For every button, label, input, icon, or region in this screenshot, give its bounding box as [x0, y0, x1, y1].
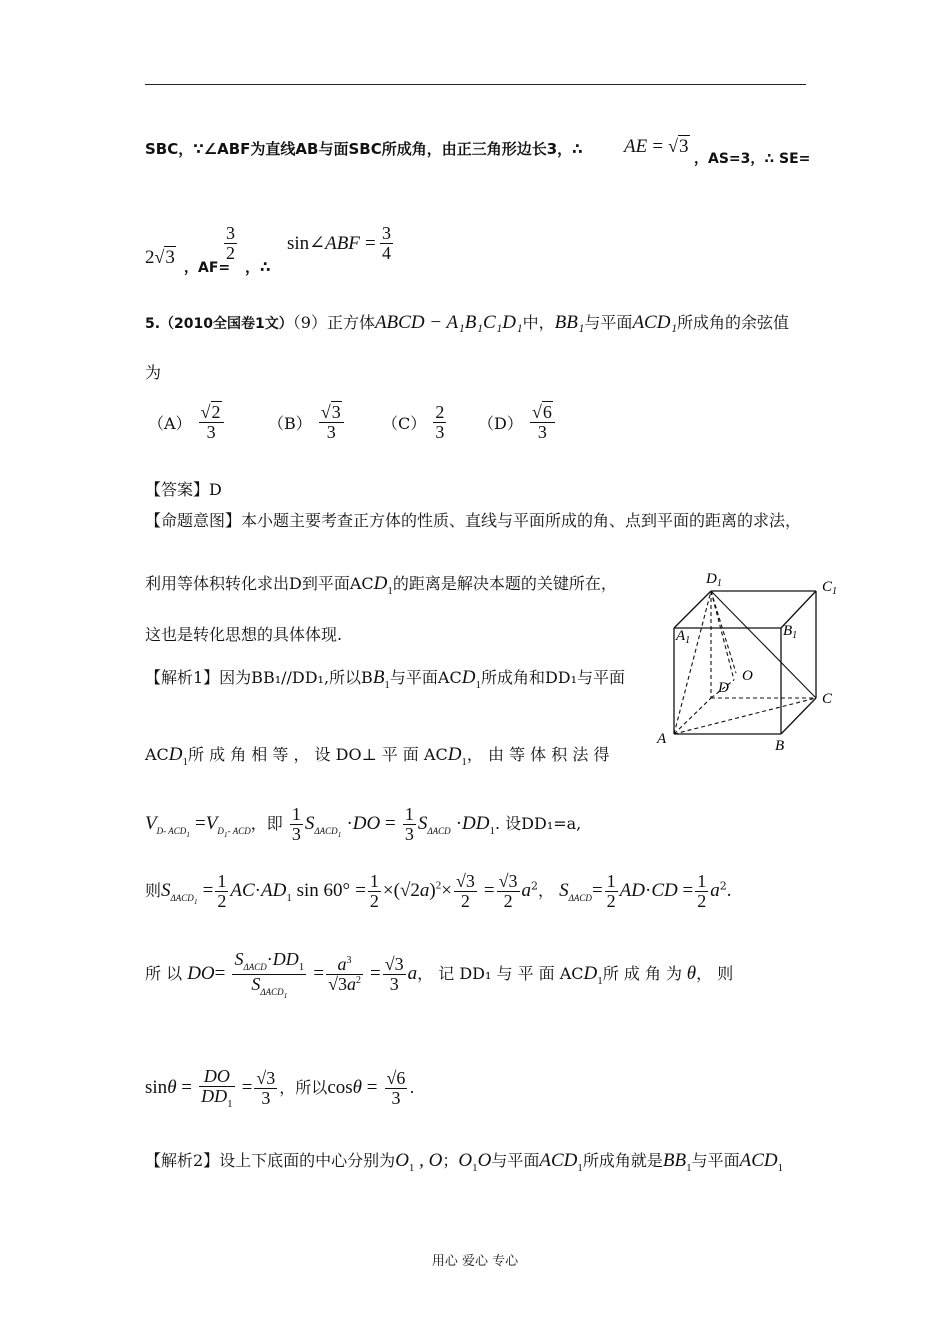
- option-a: （A） $\frac{√2}{3}$: [148, 403, 226, 442]
- header-rule: [145, 84, 806, 85]
- label-a: A: [657, 731, 667, 747]
- question-5-cont: 为: [145, 363, 162, 382]
- intent-line-1: 【命题意图】本小题主要考查正方体的性质、直线与平面所成的角、点到平面的距离的求法，: [145, 511, 802, 530]
- sol1-line-2: $ACD_1$所 成 角 相 等 ， 设 DO⊥ 平 面 $ACD_1$， 由 等 体 积 法 得: [145, 744, 610, 768]
- label-o: O: [742, 668, 753, 684]
- intent-line-3: 这也是转化思想的具体体现.: [145, 625, 343, 644]
- answer: 【答案】D: [145, 480, 222, 499]
- line1-text-a: SBC，∵∠ABF为直线AB与面SBC所成角，由正三角形边长3，∴: [145, 140, 583, 158]
- sol1-area-equation: 则$S_{\Delta ACD_1}$ = $\frac{1}{2}$ $AC\cdot AD_1$ sin 60° = $\frac{1}{2}$ $\times(√2a)^2\times$ $\frac{√3}{2}$ = $\frac{√3}{2}$ $a^2$， $S_{\Delta ACD}=$ $\frac{1}{2}$ AD·CD = $\frac{1}{2}$ $a^2$.: [145, 871, 732, 911]
- label-d1: $D_1$: [706, 571, 722, 589]
- sol1-sin-theta: sinθ = $\frac{DO}{DD_1}$ = $\frac{√3}{3}$ ，所以cosθ = $\frac{√6}{3}$ .: [145, 1066, 415, 1110]
- sol2-line-1: 【解析2】设上下底面的中心分别为$O_1$ , O；$O_1O$与平面$ACD_1$所成角就是$BB_1$与平面$ACD_1$: [145, 1150, 784, 1174]
- option-c: （C） $\frac{2}{3}$: [382, 402, 445, 442]
- option-b: （B） $\frac{√3}{3}$: [268, 403, 346, 442]
- label-c: C: [822, 691, 833, 707]
- question-5: 5.（2010全国卷1文）（9）正方体ABCD − A₁B₁C₁D₁中，BB₁与平面ACD₁所成角的余弦值: [145, 312, 790, 333]
- label-d: D: [718, 680, 729, 696]
- label-b: B: [775, 738, 785, 754]
- text-line-1: [145, 138, 583, 159]
- sol1-volume-equation: $V_{D- ACD_1} =V_{D_1- ACD}$，即 $\frac{1}{3}$ $S_{\Delta ACD_1} \cdot DO$ = $\frac{1}{3}$ $S_{\Delta ACD} \cdot DD_1$. 设DD₁=a,: [145, 804, 582, 844]
- math-2sqrt3: 2√3: [145, 247, 175, 268]
- cube-figure: [650, 565, 840, 755]
- footer: 用心 爱心 专心: [431, 1254, 519, 1269]
- frac-af: $\frac{3}{2}$: [226, 223, 235, 263]
- label-b1: $B_1$: [783, 623, 798, 641]
- intent-line-2: 利用等体积转化求出D到平面$ACD_1$的距离是解决本题的关键所在，: [145, 573, 617, 597]
- sol1-do-equation: 所 以 DO= $\frac{S_{\Delta ACD}\cdot DD_1}{S_{\Delta ACD_1}}$ = $\frac{a^3}{√3a^2}$ = $\frac{√3}{3}$ a， 记 DD₁ 与 平 面 $ACD_1$所 成 角 为 θ， 则: [145, 949, 734, 1000]
- text-therefore: ，∴: [245, 258, 271, 276]
- math-ae-sqrt3: AE = √3: [624, 136, 689, 157]
- math-sin-abf: sin∠ABF =: [287, 233, 376, 254]
- label-c1: $C_1$: [822, 579, 838, 597]
- label-a1: $A_1$: [676, 628, 691, 646]
- text-af: ，AF=: [184, 260, 231, 276]
- frac-3-4: $\frac{3}{4}$: [382, 223, 391, 263]
- sol1-line-1: 【解析1】因为BB₁//DD₁,所以$BB_1$与平面$ACD_1$所成角和DD₁与平面: [145, 667, 626, 691]
- text-line-1b: ，AS=3，∴ SE=: [694, 151, 811, 167]
- option-d: （D） $\frac{√6}{3}$: [478, 403, 557, 442]
